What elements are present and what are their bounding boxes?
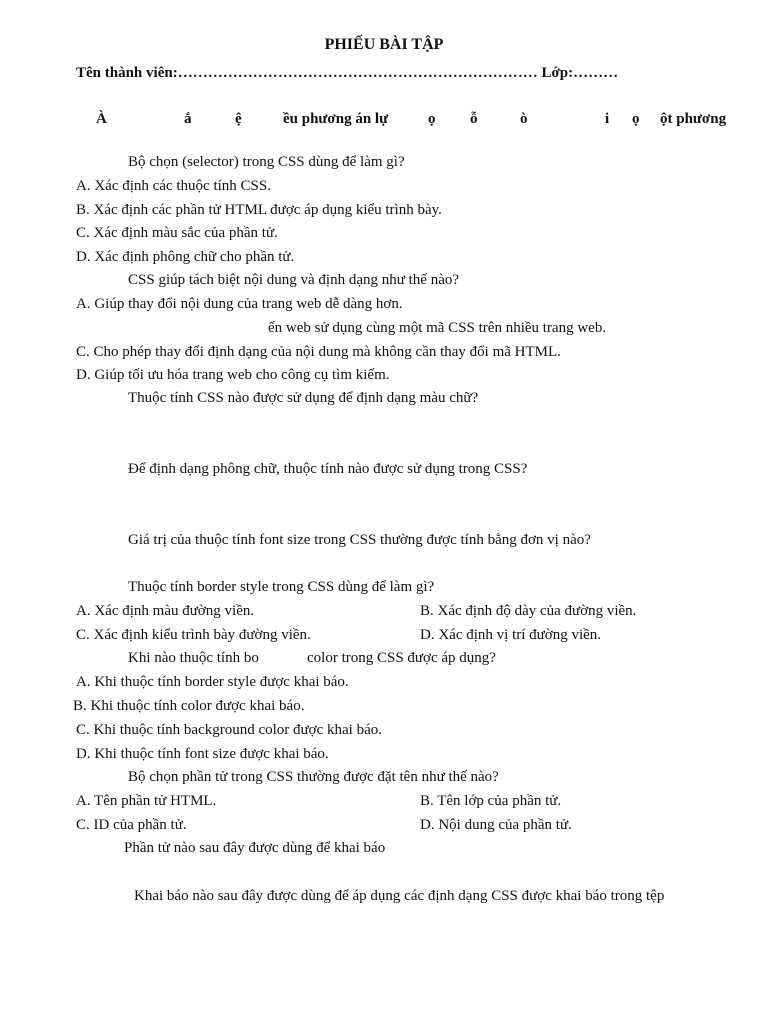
option-c: C. Khi thuộc tính background color được khai báo. <box>76 722 382 738</box>
option-a: A. Tên phần tử HTML. <box>76 793 217 809</box>
instruction-fragment: ều phương án lự <box>283 111 389 127</box>
option-d: D. Giúp tối ưu hóa trang web cho công cụ tìm kiếm. <box>76 367 390 383</box>
question-text-part: Khi nào thuộc tính bo <box>128 650 259 666</box>
instruction-fragment: ò <box>520 111 528 127</box>
option-c: C. Xác định màu sắc của phần tử. <box>76 225 278 241</box>
question-text: Bộ chọn (selector) trong CSS dùng để làm gì? <box>128 154 405 170</box>
question-text-part: color trong CSS được áp dụng? <box>307 650 496 666</box>
question-text: Thuộc tính CSS nào được sử dụng để định dạng màu chữ? <box>128 390 479 406</box>
question-text: Giá trị của thuộc tính font size trong CSS thường được tính bằng đơn vị nào? <box>128 532 591 548</box>
question-text: Để định dạng phông chữ, thuộc tính nào được sử dụng trong CSS? <box>128 461 528 477</box>
option-b: B. Xác định các phần tử HTML được áp dụng kiểu trình bày. <box>76 202 442 218</box>
question-text: CSS giúp tách biệt nội dung và định dạng như thế nào? <box>128 272 460 288</box>
instruction-fragment: i <box>605 111 610 127</box>
member-name-line: Tên thành viên:……………………………………………………………… Lớp:……… <box>76 65 619 81</box>
instruction-fragment: À <box>96 111 107 127</box>
option-a: A. Giúp thay đổi nội dung của trang web dễ dàng hơn. <box>76 296 403 312</box>
option-d: D. Xác định phông chữ cho phần tử. <box>76 249 295 265</box>
option-b: B. Khi thuộc tính color được khai báo. <box>73 698 305 714</box>
option-d: D. Xác định vị trí đường viền. <box>420 627 602 643</box>
option-c: C. ID của phần tử. <box>76 817 187 833</box>
option-b: ển web sử dụng cùng một mã CSS trên nhiều trang web. <box>268 320 607 336</box>
option-d: D. Nội dung của phần tử. <box>420 817 572 833</box>
instruction-fragment: ọ <box>428 111 436 127</box>
instruction-fragment: ọ <box>632 111 640 127</box>
option-c: C. Xác định kiểu trình bày đường viền. <box>76 627 311 643</box>
instruction-fragment: ắ <box>184 111 192 127</box>
instruction-fragment: ệ <box>235 111 242 127</box>
option-a: A. Xác định các thuộc tính CSS. <box>76 178 271 194</box>
option-b: B. Xác định độ dày của đường viền. <box>420 603 637 619</box>
instruction-fragment: ỗ <box>470 111 478 127</box>
question-text: Thuộc tính border style trong CSS dùng để làm gì? <box>128 579 435 595</box>
option-a: A. Xác định màu đường viền. <box>76 603 255 619</box>
option-a: A. Khi thuộc tính border style được khai báo. <box>76 674 349 690</box>
option-d: D. Khi thuộc tính font size được khai báo. <box>76 746 329 762</box>
instruction-fragment: ột phương <box>660 111 727 127</box>
question-text: Phần tử nào sau đây được dùng để khai báo <box>124 840 386 856</box>
page-title: PHIẾU BÀI TẬP <box>324 36 444 53</box>
question-text: Khai báo nào sau đây được dùng để áp dụng các định dạng CSS được khai báo trong tệp <box>134 888 665 904</box>
question-text: Bộ chọn phần tử trong CSS thường được đặt tên như thế nào? <box>128 769 499 785</box>
option-c: C. Cho phép thay đổi định dạng của nội dung mà không cần thay đổi mã HTML. <box>76 344 561 360</box>
option-b: B. Tên lớp của phần tử. <box>420 793 562 809</box>
